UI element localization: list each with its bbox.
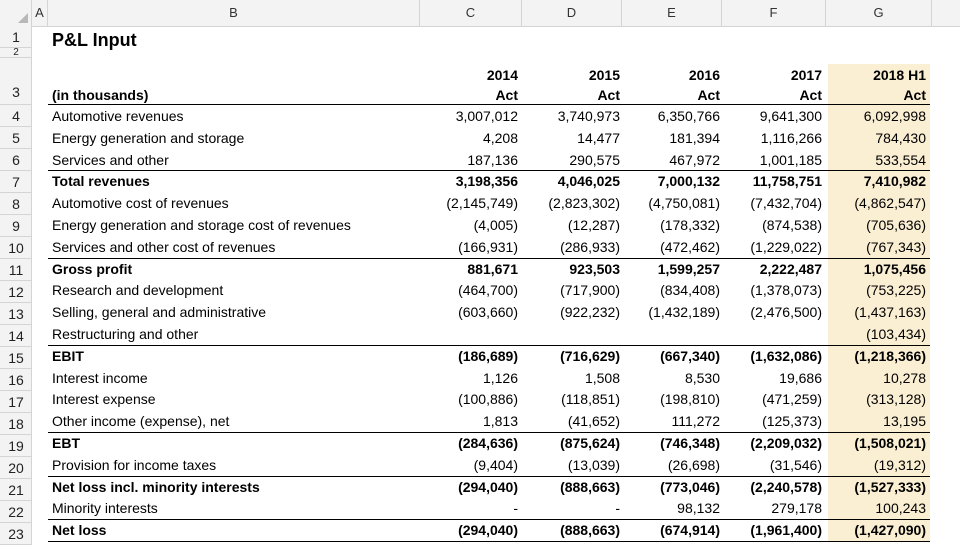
year-2018h1[interactable]: 2018 H1 <box>873 67 926 83</box>
table-row <box>0 410 960 432</box>
year-2015[interactable]: 2015 <box>588 67 620 83</box>
value-cell-c[interactable]: (9,404) <box>473 456 518 473</box>
value-cell-g[interactable]: (1,527,333) <box>854 478 926 495</box>
value-cell-g[interactable]: (103,434) <box>866 326 926 342</box>
column-header-d[interactable]: D <box>522 0 622 26</box>
row-header-10[interactable]: 10 <box>0 237 32 259</box>
value-cell-f[interactable]: (874,538) <box>762 217 822 233</box>
value-cell-f[interactable] <box>722 323 822 345</box>
act-label-c[interactable]: Act <box>495 87 518 103</box>
subtotal-rule <box>48 258 930 259</box>
row-label[interactable]: Selling, general and administrative <box>52 304 267 321</box>
column-header-g[interactable]: G <box>826 0 932 26</box>
bottom-rule <box>48 541 930 542</box>
value-cell-c[interactable]: - <box>513 500 518 517</box>
subtotal-rule <box>48 519 930 520</box>
table-row <box>0 192 960 214</box>
row-header-17[interactable]: 17 <box>0 391 32 413</box>
row-header-15[interactable]: 15 <box>0 347 32 369</box>
row-header-16[interactable]: 16 <box>0 369 32 391</box>
act-label-f[interactable]: Act <box>799 87 822 103</box>
value-cell-c[interactable]: (166,931) <box>458 238 518 255</box>
value-cell-e[interactable]: 8,530 <box>684 369 720 386</box>
value-cell-e[interactable]: 1,599,257 <box>657 260 720 277</box>
row-label[interactable]: Net loss incl. minority interests <box>52 478 260 495</box>
value-cell-c[interactable]: 4,208 <box>482 129 518 146</box>
row-label[interactable]: Interest income <box>52 369 148 386</box>
value-cell-c[interactable]: (4,005) <box>473 217 518 233</box>
subtotal-rule <box>48 432 930 433</box>
value-cell-c[interactable]: (284,636) <box>458 435 518 451</box>
value-cell-e[interactable]: (674,914) <box>660 522 720 539</box>
column-header-e[interactable]: E <box>622 0 722 26</box>
value-cell-c[interactable]: 187,136 <box>467 151 518 168</box>
table-row <box>0 214 960 236</box>
table-row <box>0 127 960 149</box>
value-cell-g[interactable]: 10,278 <box>883 369 926 386</box>
year-2017[interactable]: 2017 <box>790 67 822 83</box>
value-cell-f[interactable]: (2,209,032) <box>750 435 822 451</box>
value-cell-d[interactable]: 3,740,973 <box>557 108 620 124</box>
value-cell-e[interactable]: (472,462) <box>660 238 720 255</box>
value-cell-c[interactable]: (294,040) <box>458 522 518 539</box>
row-label[interactable]: Minority interests <box>52 500 158 517</box>
table-row <box>0 454 960 476</box>
value-cell-e[interactable]: (178,332) <box>660 217 720 233</box>
row-label[interactable]: Restructuring and other <box>52 326 199 342</box>
row-label[interactable]: Services and other cost of revenues <box>52 238 276 255</box>
row-label[interactable]: Net loss <box>52 522 107 539</box>
act-label-e[interactable]: Act <box>697 87 720 103</box>
row-header-5[interactable]: 5 <box>0 127 32 149</box>
year-2014[interactable]: 2014 <box>486 67 518 83</box>
value-cell-f[interactable]: (2,240,578) <box>750 478 822 495</box>
value-cell-c[interactable]: 1,126 <box>482 369 518 386</box>
value-cell-g[interactable]: (1,437,163) <box>854 304 926 321</box>
value-cell-c[interactable]: 881,671 <box>467 260 518 277</box>
value-cell-f[interactable]: 11,758,751 <box>752 173 822 190</box>
sheet-title[interactable]: P&L Input <box>52 30 137 50</box>
value-cell-g[interactable]: (767,343) <box>866 238 926 255</box>
column-header-c[interactable]: C <box>420 0 522 26</box>
column-header-f[interactable]: F <box>722 0 826 26</box>
row-header-19[interactable]: 19 <box>0 435 32 457</box>
value-cell-g[interactable]: (1,508,021) <box>854 435 926 451</box>
row-label[interactable]: Provision for income taxes <box>52 456 217 473</box>
value-cell-f[interactable]: (1,961,400) <box>750 522 822 539</box>
table-row <box>0 105 960 127</box>
value-cell-d[interactable]: (922,232) <box>560 304 620 321</box>
row-header-11[interactable]: 11 <box>0 259 32 281</box>
value-cell-d[interactable]: (888,663) <box>560 478 620 495</box>
year-header-row <box>0 64 960 86</box>
row-header-1[interactable]: 1 <box>0 26 32 48</box>
value-cell-f[interactable]: (1,378,073) <box>750 282 822 299</box>
value-cell-e[interactable]: 111,272 <box>671 413 720 430</box>
value-cell-e[interactable]: (834,408) <box>660 282 720 299</box>
row-label[interactable]: Research and development <box>52 282 224 299</box>
select-all-corner[interactable] <box>0 0 32 26</box>
row-label[interactable]: Gross profit <box>52 260 133 277</box>
row-header-3[interactable]: 3 <box>0 58 32 105</box>
value-cell-f[interactable]: (1,229,022) <box>750 238 822 255</box>
row-label[interactable]: Energy generation and storage cost of revenues <box>52 217 351 233</box>
row-label[interactable]: Interest expense <box>52 391 156 408</box>
value-cell-d[interactable]: (118,851) <box>561 391 620 408</box>
value-cell-f[interactable]: (125,373) <box>762 413 822 430</box>
value-cell-d[interactable]: (875,624) <box>560 435 620 451</box>
subtotal-rule <box>48 170 930 171</box>
row-label[interactable]: Automotive cost of revenues <box>52 195 229 212</box>
row-header-9[interactable]: 9 <box>0 215 32 237</box>
table-row <box>0 279 960 301</box>
units-label[interactable]: (in thousands) <box>52 87 149 103</box>
units-row <box>0 84 960 106</box>
table-row <box>0 432 960 454</box>
table-row <box>0 519 960 541</box>
value-cell-e[interactable]: 181,394 <box>669 129 720 146</box>
value-cell-c[interactable]: (294,040) <box>458 478 518 495</box>
value-cell-g[interactable]: 100,243 <box>875 500 926 517</box>
value-cell-g[interactable]: (1,218,366) <box>854 347 926 364</box>
value-cell-d[interactable]: (13,039) <box>567 456 620 473</box>
select-all-icon <box>18 13 28 23</box>
row-label[interactable]: EBIT <box>52 347 84 364</box>
value-cell-c[interactable]: 3,198,356 <box>455 173 518 190</box>
table-row <box>0 323 960 345</box>
value-cell-g[interactable]: 784,430 <box>875 129 926 146</box>
year-2016[interactable]: 2016 <box>688 67 720 83</box>
value-cell-g[interactable]: (705,636) <box>866 217 926 233</box>
table-row <box>0 301 960 323</box>
row-header-6[interactable]: 6 <box>0 149 32 171</box>
value-cell-e[interactable]: (1,432,189) <box>648 304 720 321</box>
table-row <box>0 258 960 280</box>
column-header-b[interactable]: B <box>48 0 420 26</box>
value-cell-d[interactable]: 1,508 <box>584 369 620 386</box>
value-cell-e[interactable]: 467,972 <box>669 151 720 168</box>
value-cell-d[interactable]: (41,652) <box>567 413 620 430</box>
value-cell-f[interactable]: 1,001,185 <box>759 151 822 168</box>
value-cell-f[interactable]: 19,686 <box>779 369 822 386</box>
value-cell-d[interactable]: 923,503 <box>569 260 620 277</box>
table-row <box>0 236 960 258</box>
value-cell-c[interactable]: 3,007,012 <box>455 108 518 124</box>
row-label[interactable]: EBT <box>52 435 80 451</box>
row-header-22[interactable]: 22 <box>0 501 32 523</box>
value-cell-c[interactable]: (100,886) <box>458 391 518 408</box>
value-cell-g[interactable]: 6,092,998 <box>863 108 926 124</box>
table-row <box>0 149 960 171</box>
value-cell-g[interactable]: (753,225) <box>866 282 926 299</box>
row-header-2[interactable]: 2 <box>0 48 32 58</box>
row-label[interactable]: Automotive revenues <box>52 108 184 124</box>
row-header-20[interactable]: 20 <box>0 457 32 479</box>
row-header-21[interactable]: 21 <box>0 479 32 501</box>
value-cell-e[interactable] <box>622 323 720 345</box>
row-header-4[interactable]: 4 <box>0 105 32 127</box>
table-row <box>0 388 960 410</box>
column-header-a[interactable]: A <box>32 0 48 26</box>
value-cell-e[interactable]: (26,698) <box>667 456 720 473</box>
value-cell-f[interactable]: 2,222,487 <box>759 260 822 277</box>
value-cell-g[interactable]: (313,128) <box>866 391 926 408</box>
row-header-23[interactable]: 23 <box>0 523 32 545</box>
value-cell-f[interactable]: (471,259) <box>762 391 822 408</box>
row-label[interactable]: Energy generation and storage <box>52 129 245 146</box>
value-cell-g[interactable]: 533,554 <box>875 151 926 168</box>
value-cell-g[interactable]: (19,312) <box>873 456 926 473</box>
value-cell-d[interactable]: (12,287) <box>567 217 620 233</box>
value-cell-g[interactable]: (1,427,090) <box>854 522 926 539</box>
value-cell-d[interactable]: (286,933) <box>560 238 620 255</box>
row-header-8[interactable]: 8 <box>0 193 32 215</box>
value-cell-d[interactable]: (716,629) <box>560 347 620 364</box>
row-header-13[interactable]: 13 <box>0 303 32 325</box>
value-cell-f[interactable]: (1,632,086) <box>750 347 822 364</box>
row-header-12[interactable]: 12 <box>0 281 32 303</box>
value-cell-c[interactable]: (464,700) <box>458 282 518 299</box>
value-cell-g[interactable]: 1,075,456 <box>863 260 926 277</box>
value-cell-e[interactable]: (198,810) <box>660 391 720 408</box>
value-cell-e[interactable]: 7,000,132 <box>657 173 720 190</box>
value-cell-d[interactable]: (717,900) <box>560 282 620 299</box>
subtotal-rule <box>48 345 930 346</box>
value-cell-d[interactable]: (2,823,302) <box>548 195 620 212</box>
value-cell-d[interactable]: 290,575 <box>569 151 620 168</box>
value-cell-f[interactable]: 279,178 <box>771 500 822 517</box>
value-cell-c[interactable]: (2,145,749) <box>446 195 518 212</box>
value-cell-e[interactable]: 98,132 <box>677 500 720 517</box>
value-cell-g[interactable]: 7,410,982 <box>863 173 926 190</box>
value-cell-c[interactable]: (186,689) <box>458 347 518 364</box>
value-cell-d[interactable]: (888,663) <box>560 522 620 539</box>
subtotal-rule <box>48 476 930 477</box>
value-cell-f[interactable]: (2,476,500) <box>750 304 822 321</box>
value-cell-e[interactable]: (667,340) <box>660 347 720 364</box>
value-cell-d[interactable]: 4,046,025 <box>557 173 620 190</box>
row-header-7[interactable]: 7 <box>0 171 32 193</box>
value-cell-d[interactable]: - <box>615 500 620 517</box>
value-cell-e[interactable]: (746,348) <box>660 435 720 451</box>
value-cell-g[interactable]: (4,862,547) <box>854 195 926 212</box>
value-cell-c[interactable]: 1,813 <box>482 413 518 430</box>
table-row <box>0 345 960 367</box>
value-cell-e[interactable]: (4,750,081) <box>648 195 720 212</box>
value-cell-c[interactable] <box>420 323 518 345</box>
column-header-bar <box>0 0 960 27</box>
value-cell-f[interactable]: 1,116,266 <box>760 129 822 146</box>
value-cell-f[interactable]: 9,641,300 <box>759 108 822 124</box>
value-cell-e[interactable]: 6,350,766 <box>657 108 720 124</box>
table-row <box>0 476 960 498</box>
act-label-g[interactable]: Act <box>903 87 926 103</box>
table-row <box>0 497 960 519</box>
value-cell-f[interactable]: (7,432,704) <box>750 195 822 212</box>
row-header-18[interactable]: 18 <box>0 413 32 435</box>
act-label-d[interactable]: Act <box>597 87 620 103</box>
table-row <box>0 367 960 389</box>
value-cell-c[interactable]: (603,660) <box>458 304 518 321</box>
value-cell-e[interactable]: (773,046) <box>660 478 720 495</box>
value-cell-d[interactable] <box>522 323 620 345</box>
row-label[interactable]: Services and other <box>52 151 169 168</box>
value-cell-d[interactable]: 14,477 <box>577 129 620 146</box>
row-label[interactable]: Total revenues <box>52 173 150 190</box>
value-cell-f[interactable]: (31,546) <box>769 456 822 473</box>
table-row <box>0 170 960 192</box>
row-label[interactable]: Other income (expense), net <box>52 413 230 430</box>
value-cell-g[interactable]: 13,195 <box>883 413 926 430</box>
row-header-14[interactable]: 14 <box>0 325 32 347</box>
